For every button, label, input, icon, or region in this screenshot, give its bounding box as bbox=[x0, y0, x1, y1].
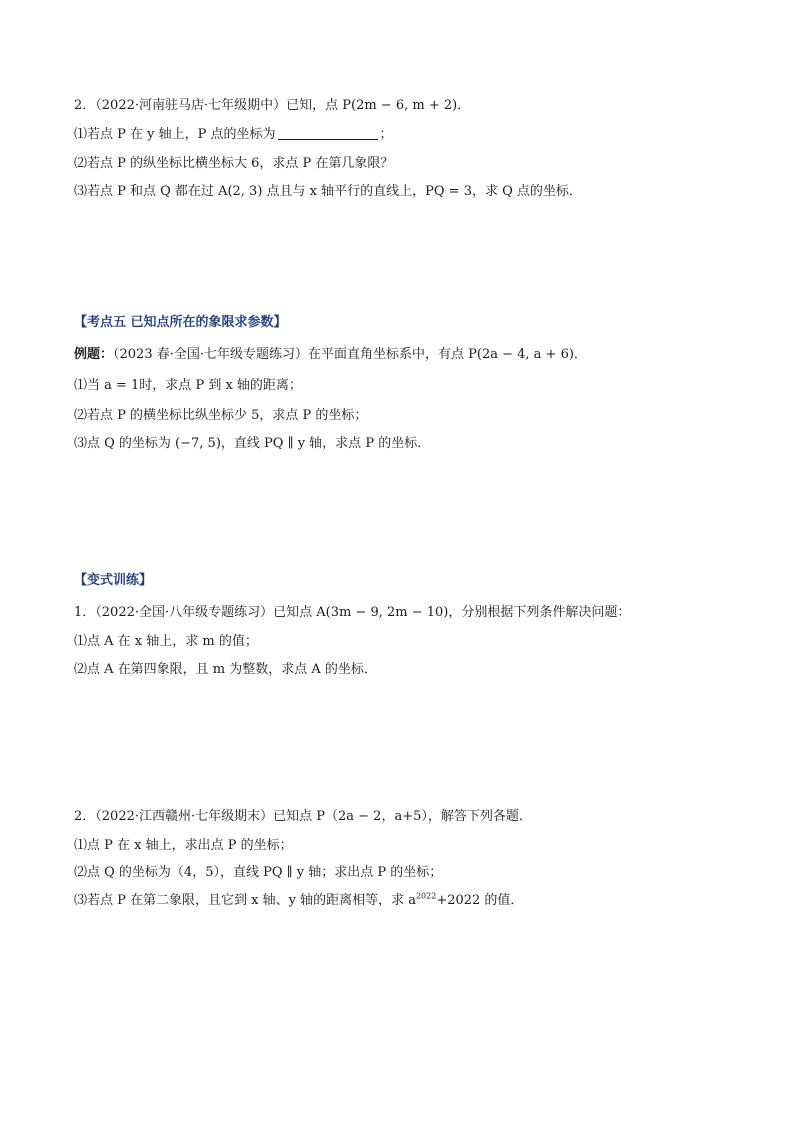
training-q1-part2: ⑵点 A 在第四象限，且 m 为整数，求点 A 的坐标． bbox=[74, 662, 377, 677]
example-text: （2023 春·全国·七年级专题练习）在平面直角坐标系中，有点 P(2a − 4, a + 6)． bbox=[113, 347, 587, 362]
training-q2-part3-end: +2022 的值． bbox=[436, 893, 524, 908]
example-part3: ⑶点 Q 的坐标为 (−7, 5)，直线 PQ ∥ y 轴，求点 P 的坐标． bbox=[74, 436, 431, 451]
q2-header: 2．（2022·河南驻马店·七年级期中）已知，点 P(2m − 6, m + 2)． bbox=[74, 98, 471, 113]
training-q1-part1: ⑴点 A 在 x 轴上，求 m 的值； bbox=[74, 634, 258, 649]
q2-part1 bbox=[74, 126, 754, 144]
training-title: 【变式训练】 bbox=[74, 573, 153, 588]
q2-part1-end: ； bbox=[379, 127, 393, 142]
example-part1: ⑴当 a = 1时，求点 P 到 x 轴的距离； bbox=[74, 378, 302, 393]
training-q2-part1: ⑴点 P 在 x 轴上，求出点 P 的坐标； bbox=[74, 838, 293, 853]
example-part2: ⑵若点 P 的横坐标比纵坐标少 5，求点 P 的坐标； bbox=[74, 408, 368, 423]
training-q2-header: 2．（2022·江西赣州·七年级期末）已知点 P（2a − 2，a+5），解答下列各题． bbox=[74, 809, 532, 824]
training-q2-part2: ⑵点 Q 的坐标为（4，5），直线 PQ ∥ y 轴；求出点 P 的坐标； bbox=[74, 865, 443, 880]
training-q1-header: 1．（2022·全国·八年级专题练习）已知点 A(3m − 9, 2m − 10)，分别根据下列条件解决问题： bbox=[74, 605, 631, 620]
example-header bbox=[74, 346, 754, 364]
section5-title: 【考点五 已知点所在的象限求参数】 bbox=[74, 315, 287, 330]
answer-blank[interactable] bbox=[278, 126, 378, 140]
q2-part1-text: ⑴若点 P 在 y 轴上，P 点的坐标为 bbox=[74, 127, 276, 142]
training-q2-part3-text: ⑶若点 P 在第二象限，且它到 x 轴、y 轴的距离相等，求 a bbox=[74, 893, 416, 908]
q2-part3: ⑶若点 P 和点 Q 都在过 A(2, 3) 点且与 x 轴平行的直线上，PQ = 3，求 Q 点的坐标． bbox=[74, 184, 582, 199]
training-q2-part3 bbox=[74, 892, 754, 910]
exponent: 2022 bbox=[415, 891, 437, 901]
q2-part2: ⑵若点 P 的纵坐标比横坐标大 6，求点 P 在第几象限？ bbox=[74, 156, 394, 171]
example-label: 例题： bbox=[74, 347, 114, 362]
